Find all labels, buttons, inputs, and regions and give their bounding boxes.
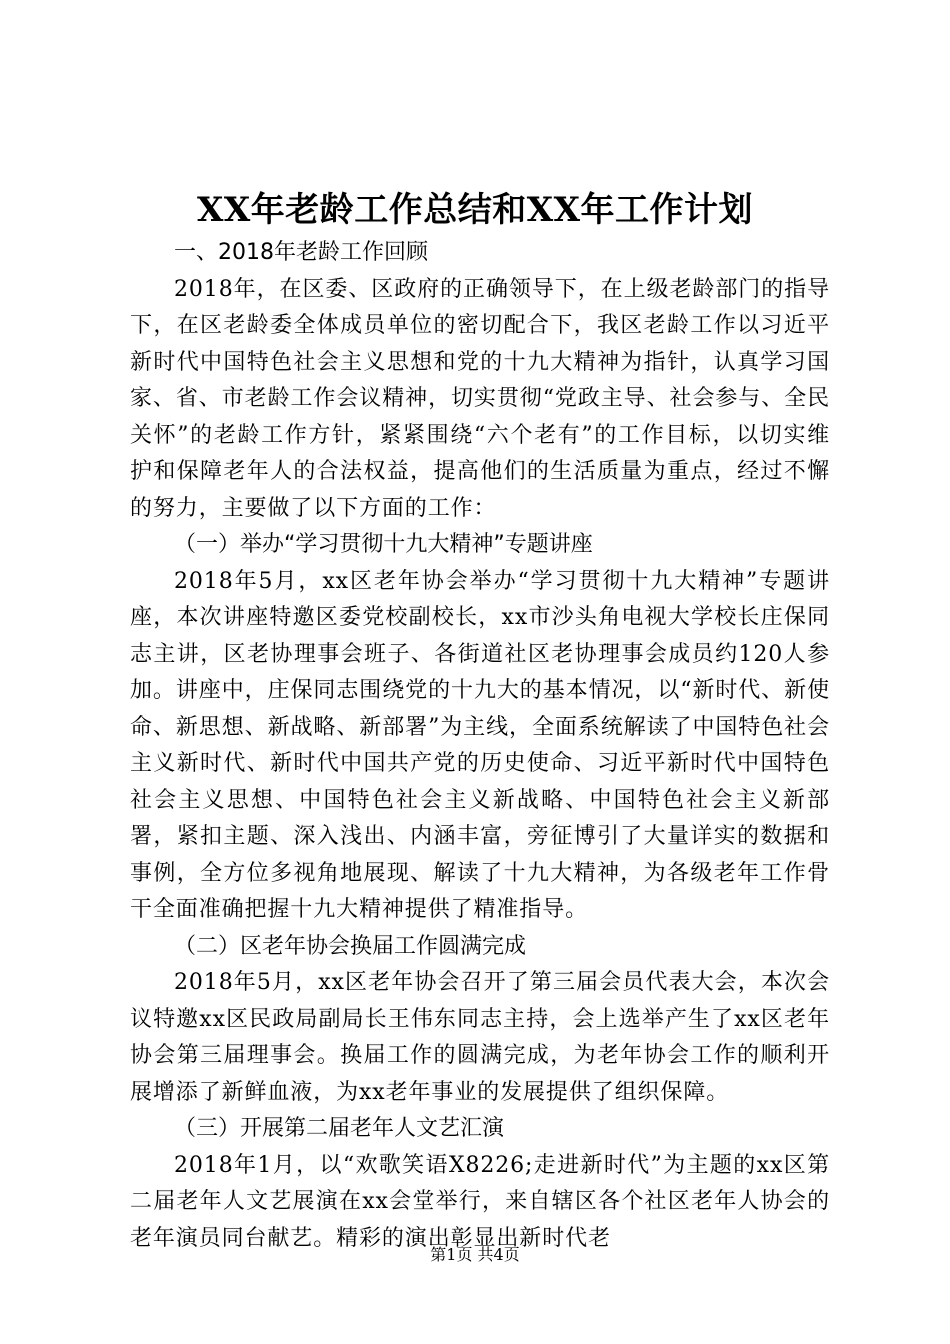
document-body	[130, 235, 830, 1257]
document-title: XX年老龄工作总结和XX年工作计划	[196, 190, 754, 230]
section-heading-review: 一、2018年老龄工作回顾	[174, 240, 428, 265]
section-paragraph-performance: 2018年1月，以“欢歌笑语X8226;走进新时代”为主题的xx区第二届老年人文艺展演在xx会堂举行，来自辖区各个社区老年人协会的老年演员同台献艺。精彩的演出彰显出新时代老	[130, 1152, 830, 1251]
section-heading-lecture: （一）举办“学习贯彻十九大精神”专题讲座	[174, 532, 593, 557]
section-heading-election: （二）区老年协会换届工作圆满完成	[174, 933, 527, 959]
section-paragraph-lecture: 2018年5月，xx区老年协会举办“学习贯彻十九大精神”专题讲座，本次讲座特邀区委党校副校长，xx市沙头角电视大学校长庄保同志主讲，区老协理事会班子、各街道社区老协理事会成员约120人参加。讲座中，庄保同志围绕党的十九大的基本情况，以“新时代、新使命、新思想、新战略、新部署”为主线，全面系统解读了中国特色社会主义新时代、新时代中国共产党的历史使命、习近平新时代中国特色社会主义思想、中国特色社会主义新战略、中国特色社会主义新部署，紧扣主题、深入浅出、内涵丰富，旁征博引了大量详实的数据和事例，全方位多视角地展现、解读了十九大精神，为各级老年工作骨干全面准确把握十九大精神提供了精准指导。	[130, 568, 830, 922]
section-paragraph-election: 2018年5月，xx区老年协会召开了第三届会员代表大会，本次会议特邀xx区民政局副局长王伟东同志主持，会上选举产生了xx区老年协会第三届理事会。换届工作的圆满完成，为老年协会工作的顺利开展增添了新鲜血液，为xx老年事业的发展提供了组织保障。	[130, 970, 830, 1105]
section-paragraph-review: 2018年，在区委、区政府的正确领导下，在上级老龄部门的指导下，在区老龄委全体成员单位的密切配合下，我区老龄工作以习近平新时代中国特色社会主义思想和党的十九大精神为指针，认真学习国家、省、市老龄工作会议精神，切实贯彻“党政主导、社会参与、全民关怀”的老龄工作方针，紧紧围绕“六个老有”的工作目标，以切实维护和保障老年人的合法权益，提高他们的生活质量为重点，经过不懈的努力，主要做了以下方面的工作：	[130, 276, 830, 521]
page-number-footer: 第1页 共4页	[430, 1245, 520, 1264]
section-heading-performance: （三）开展第二届老年人文艺汇演	[174, 1116, 505, 1141]
